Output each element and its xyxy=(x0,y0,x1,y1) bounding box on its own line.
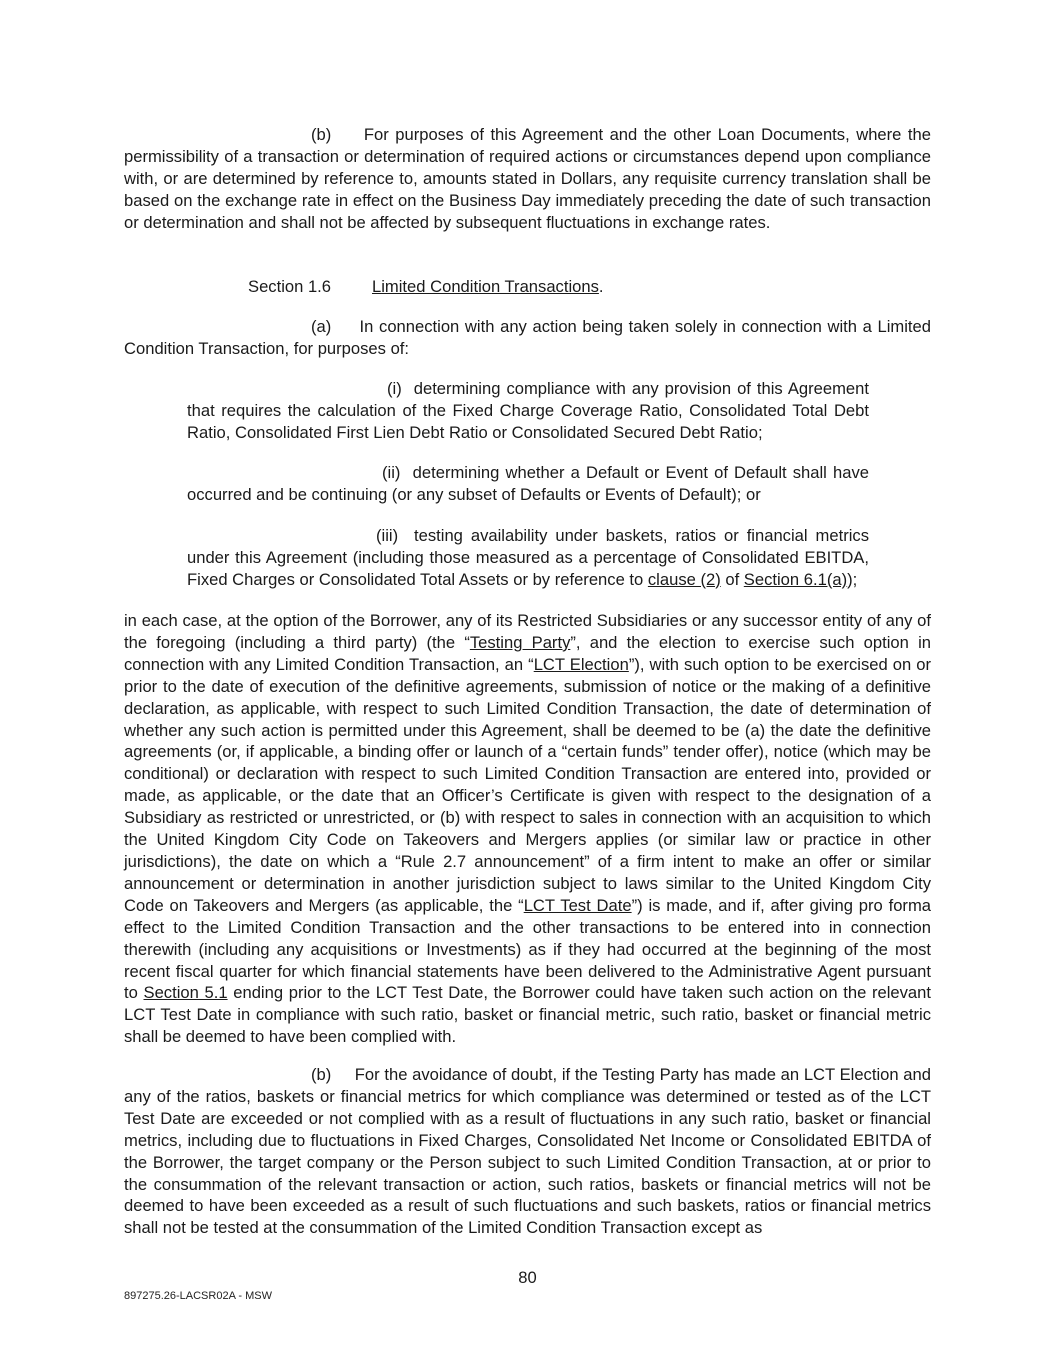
para-main-text-2: ”, and the election to exercise such option in connection with any Limited Condition Transaction, an “ xyxy=(124,632,931,674)
item-ii-lead: (ii) determining whether a Default or Event of Default shall xyxy=(382,463,827,482)
para-main-text-5: ending prior to the LCT Test Date, the Borrower could have taken such action on the relevant LCT Test Date in compliance with such ratio, basket or financial metric, such ratio, basket or financial metric shall be deemed to have been complied with. xyxy=(124,983,931,1047)
section-heading xyxy=(248,276,604,298)
section-6-1-a-reference: Section 6.1(a) xyxy=(743,569,848,589)
item-i-lead: (i) determining compliance with any provision of this xyxy=(387,379,783,398)
para-main-text-4: ”) is made, and if, after giving pro forma effect to the Limited Condition Transaction and the other transactions to be entered into in connection therewith (including any acquisitions or Investments) as if they had occurred at the beginning of the most recent fiscal quarter for which financial statements have been delivered to the Administrative Agent pursuant to xyxy=(124,895,931,1003)
section-5-1-reference: Section 5.1 xyxy=(143,983,228,1003)
paragraph-a-lct: (a) In connection with any action being taken solely in connection with a Limited Condition Transaction, for purposes of: xyxy=(124,317,931,358)
item-i-rest: Agreement that requires the calculation of the Fixed Charge Coverage Ratio, Consolidated Total Debt Ratio, Consolidated First Lien Debt Ratio or Consolidated Secured Debt Ratio; xyxy=(187,379,869,442)
section-number: Section 1.6 xyxy=(248,277,332,296)
paragraph-lct-election xyxy=(124,610,931,1048)
item-iii-end: ); xyxy=(847,569,858,589)
term-lct-test-date: LCT Test Date xyxy=(523,895,632,915)
section-title-punct: . xyxy=(598,277,604,296)
item-iii xyxy=(187,525,869,591)
item-i xyxy=(187,378,869,444)
item-iii-mid: of xyxy=(720,569,744,589)
document-id: 897275.26-LACSR02A - MSW xyxy=(124,1290,272,1302)
paragraph-b-avoidance: (b) For the avoidance of doubt, if the Testing Party has made an LCT Election and any of the ratios, baskets or financial metrics for which compliance was determined or tested as of the LCT Test Date are exceeded or not complied with as a result of fluctuations in any such ratio, basket or financial metrics, including due to fluctuations in Fixed Charges, Consolidated Net Income or Consolidated EBITDA of the Borrower, the target company or the Person subject to such Limited Condition Transaction, at or prior to the consummation of the relevant transaction or action, such ratios, baskets or financial metrics will not be deemed to have been exceeded as a result of such fluctuations and such baskets, ratios or financial metrics shall not be tested at the consummation of the Limited Condition Transaction except as xyxy=(124,1065,931,1238)
term-testing-party: Testing Party xyxy=(469,632,571,652)
item-iii-lead: (iii) testing availability under baskets, ratios or financial metrics xyxy=(376,526,869,545)
page-number: 80 xyxy=(518,1268,537,1287)
section-title: Limited Condition Transactions xyxy=(372,277,599,296)
item-iii-rest: under this Agreement (including those measured as a percentage of Consolidated EBITDA, Fixed Charges or Consolidated Total Assets or by reference to xyxy=(187,547,869,589)
item-ii-rest: have occurred and be continuing (or any subset of Defaults or Events of Default); or xyxy=(187,463,869,504)
paragraph-b-currency: (b) For purposes of this Agreement and the other Loan Documents, where the permissibility of a transaction or determination of required actions or circumstances depend upon compliance with, or are determined by reference to, amounts stated in Dollars, any requisite currency translation shall be based on the exchange rate in effect on the Business Day immediately preceding the date of such transaction or determination and shall not be affected by subsequent fluctuations in exchange rates. xyxy=(124,125,931,232)
item-ii xyxy=(187,462,869,506)
para-main-text-1: in each case, at the option of the Borrower, any of its Restricted Subsidiaries or any successor entity of any of the foregoing (including a third party) (the “ xyxy=(124,611,931,652)
para-main-text-3: ”), with such option to be exercised on or prior to the date of execution of the definitive agreements, submission of notice or the making of a definitive declaration, as applicable, with respect to such Limited Condition Transaction, the date of determination of whether any such action is permitted under this Agreement, shall be deemed to be (a) the date the definitive agreements (or, if applicable, a binding offer or launch of a “certain funds” tender offer), notice (which may be conditional) or declaration with respect to such Limited Condition Transaction are entered into, provided or made, as applicable, or the date that an Officer’s Certificate is given with respect to the designation of a Subsidiary as restricted or unrestricted, or (b) with respect to sales in connection with an acquisition to which the United Kingdom City Code on Takeovers and Mergers applies (or similar law or practice in other jurisdictions), the date on which a “Rule 2.7 announcement” of a firm intent to make an offer or similar announcement or determination in another jurisdiction subject to laws similar to the United Kingdom City Code on Takeovers and Mergers (as applicable, the “ xyxy=(124,654,932,915)
term-lct-election: LCT Election xyxy=(533,654,629,674)
clause-2-reference: clause (2) xyxy=(647,569,721,589)
